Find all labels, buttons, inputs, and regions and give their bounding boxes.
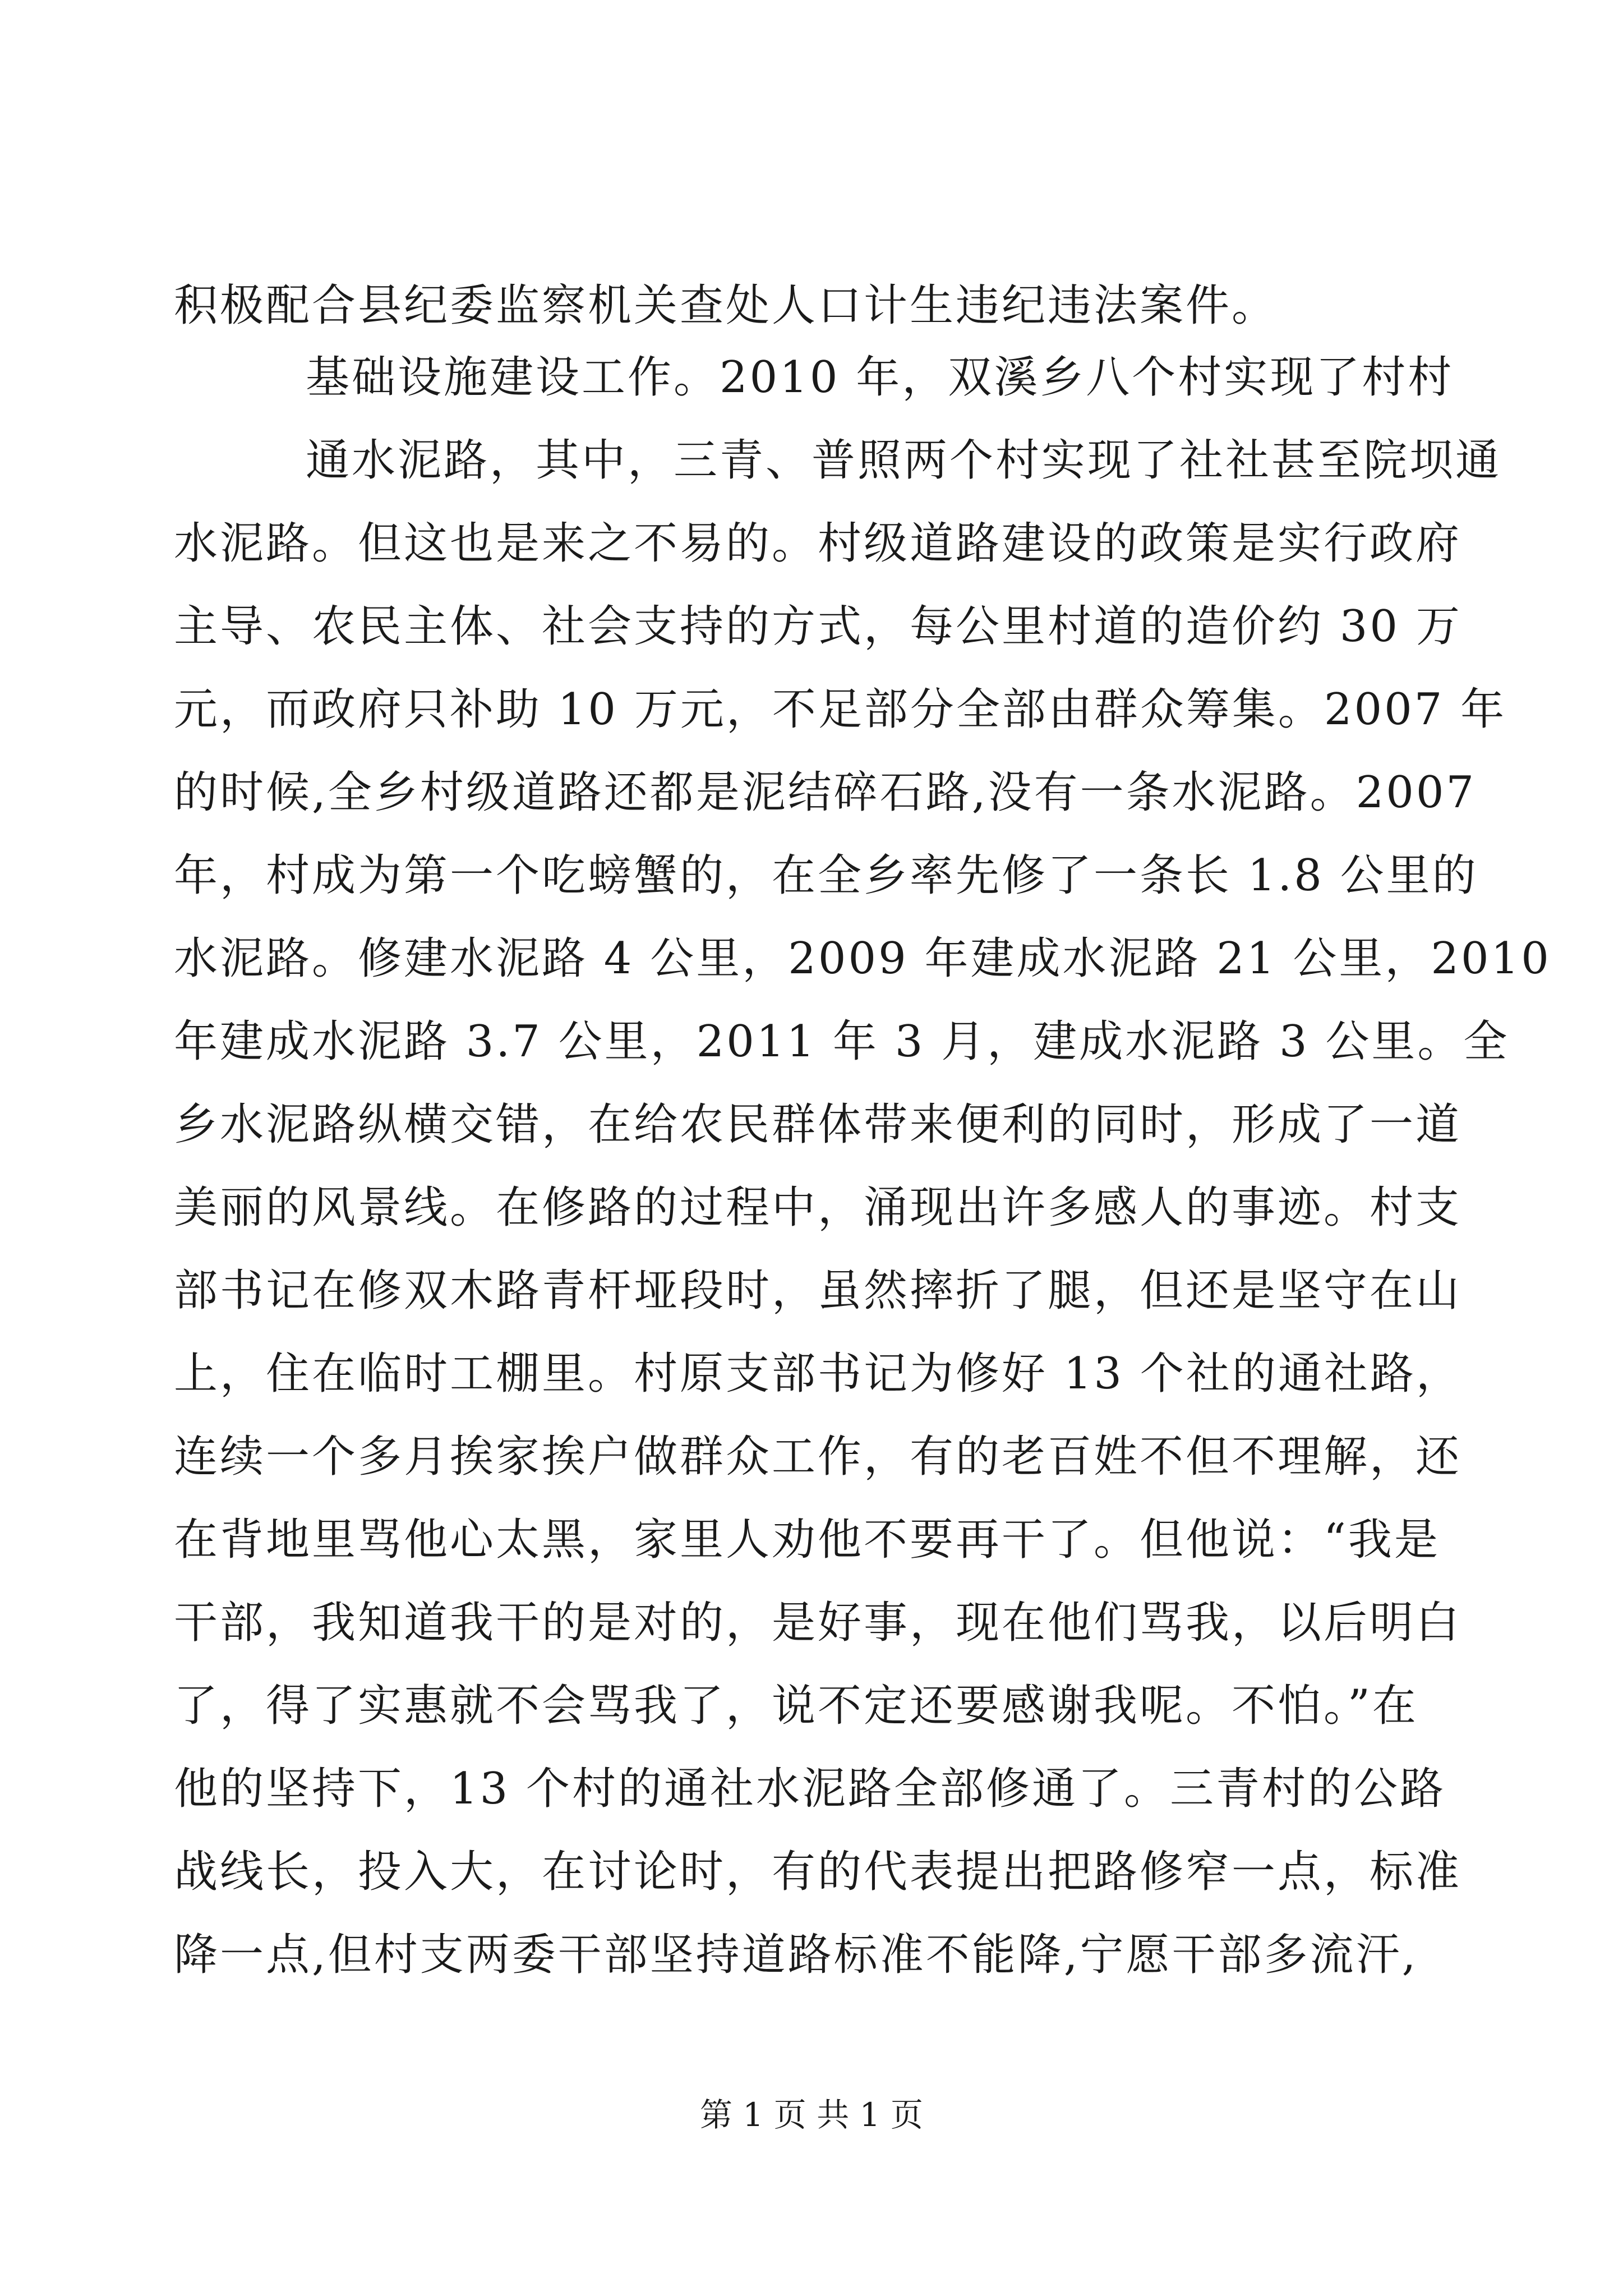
text-line-17: 干部，我知道我干的是对的，是好事，现在他们骂我，以后明白 xyxy=(174,1598,1462,1648)
text-line-16: 在背地里骂他心太黑，家里人劝他不要再干了。但他说：“我是 xyxy=(174,1515,1440,1565)
text-line-6: 元，而政府只补助 10 万元，不足部分全部由群众筹集。2007 年 xyxy=(174,684,1507,735)
text-line-11: 乡水泥路纵横交错，在给农民群体带来便利的同时，形成了一道 xyxy=(174,1099,1462,1150)
text-line-7: 的时候,全乡村级道路还都是泥结碎石路,没有一条水泥路。2007 xyxy=(174,767,1477,818)
text-line-20: 战线长，投入大，在讨论时，有的代表提出把路修窄一点，标准 xyxy=(174,1847,1462,1897)
text-line-3: 通水泥路，其中，三青、普照两个村实现了社社甚至院坝通 xyxy=(306,435,1502,486)
text-line-5: 主导、农民主体、社会支持的方式，每公里村道的造价约 30 万 xyxy=(174,601,1462,652)
text-line-13: 部书记在修双木路青杆垭段时，虽然摔折了腿，但还是坚守在山 xyxy=(174,1266,1462,1316)
text-line-12: 美丽的风景线。在修路的过程中，涌现出许多感人的事迹。村支 xyxy=(174,1182,1462,1233)
text-line-21: 降一点,但村支两委干部坚持道路标准不能降,宁愿干部多流汗, xyxy=(174,1930,1418,1980)
text-line-18: 了，得了实惠就不会骂我了，说不定还要感谢我呢。不怕。”在 xyxy=(174,1681,1418,1731)
text-line-2: 基础设施建设工作。2010 年，双溪乡八个村实现了村村 xyxy=(306,352,1454,403)
text-line-9: 水泥路。修建水泥路 4 公里，2009 年建成水泥路 21 公里，2010 xyxy=(174,933,1551,984)
text-line-19: 他的坚持下，13 个村的通社水泥路全部修通了。三青村的公路 xyxy=(174,1764,1446,1814)
text-line-14: 上，住在临时工棚里。村原支部书记为修好 13 个社的通社路， xyxy=(174,1349,1462,1399)
text-line-15: 连续一个多月挨家挨户做群众工作，有的老百姓不但不理解，还 xyxy=(174,1432,1462,1482)
text-line-8: 年，村成为第一个吃螃蟹的，在全乡率先修了一条长 1.8 公里的 xyxy=(174,850,1478,901)
text-line-4: 水泥路。但这也是来之不易的。村级道路建设的政策是实行政府 xyxy=(174,518,1462,569)
text-line-10: 年建成水泥路 3.7 公里，2011 年 3 月，建成水泥路 3 公里。全 xyxy=(174,1016,1510,1067)
text-line-1: 积极配合县纪委监察机关查处人口计生违纪违法案件。 xyxy=(174,280,1278,331)
page-footer: 第 1 页 共 1 页 xyxy=(700,2096,923,2134)
